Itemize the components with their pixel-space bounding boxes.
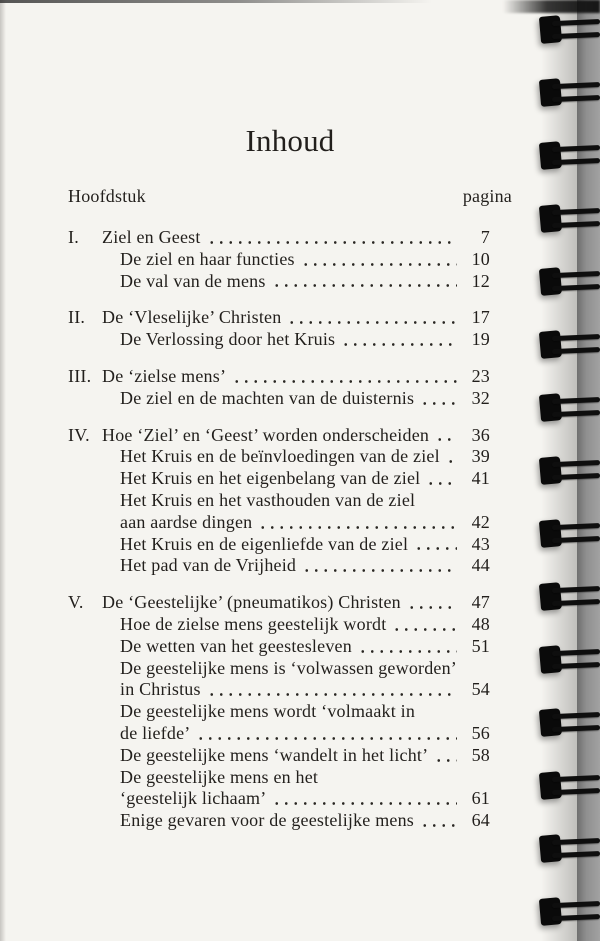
toc-row: [68, 658, 490, 680]
toc-page-number: 39: [471, 446, 490, 467]
coil-wire-top: [552, 649, 600, 656]
dot-leader: [358, 649, 457, 654]
toc-row: [68, 592, 490, 614]
coil-wire-top: [552, 82, 600, 89]
coil-wire-bottom: [552, 851, 600, 858]
coil-wire-bottom: [552, 536, 600, 543]
toc-entry-title: De ziel en haar functies: [120, 248, 295, 269]
coil-block: [539, 708, 562, 737]
toc-page-number: 44: [471, 555, 490, 576]
toc-entry-title: De wetten van het geestesleven: [120, 635, 352, 656]
coil-wire-top: [552, 334, 600, 341]
dot-leader: [392, 627, 457, 632]
scan-top-line: [0, 0, 432, 3]
coil-wire-bottom: [552, 914, 600, 921]
dot-leader: [207, 692, 457, 697]
coil-wire-bottom: [552, 725, 600, 732]
dot-leader: [258, 525, 457, 530]
coil-wire-top: [552, 208, 600, 215]
table-of-contents: [68, 227, 490, 832]
coil-block: [539, 645, 562, 674]
coil-block: [539, 897, 562, 926]
coil-wire-top: [552, 523, 600, 530]
toc-page-number: 51: [471, 635, 490, 656]
toc-row: [68, 745, 490, 767]
toc-row: [68, 468, 490, 490]
toc-page-number: 17: [471, 307, 490, 328]
toc-entry-title: De geestelijke mens wordt ‘volmaakt in: [120, 701, 416, 722]
dot-leader: [434, 758, 457, 763]
coil-wire-bottom: [552, 347, 600, 354]
binding-coil: [539, 265, 600, 299]
chapter-numeral: IV.: [68, 424, 90, 445]
toc-page-number: 43: [471, 533, 490, 554]
toc-row: [68, 788, 490, 810]
toc-row: [68, 512, 490, 534]
coil-wire-bottom: [552, 95, 600, 102]
coil-block: [539, 456, 562, 485]
chapter-column-header: Hoofdstuk: [68, 186, 146, 207]
column-headers: [68, 186, 512, 207]
dot-leader: [341, 342, 457, 347]
binding-coil: [539, 76, 600, 110]
toc-row: [68, 388, 490, 410]
toc-entry-title: Hoe de zielse mens geestelijk wordt: [120, 614, 387, 635]
toc-row: [68, 636, 490, 658]
coil-wire-bottom: [552, 221, 600, 228]
page-column-header: pagina: [462, 186, 512, 207]
toc-page-number: 61: [471, 788, 490, 809]
dot-leader: [196, 736, 457, 741]
toc-entry-title: Enige gevaren voor de geestelijke mens: [120, 810, 414, 831]
dot-leader: [446, 459, 457, 464]
coil-wire-bottom: [552, 788, 600, 795]
toc-row: [68, 249, 490, 271]
toc-entry-title: Hoe ‘Ziel’ en ‘Geest’ worden onderscheiden: [102, 424, 430, 445]
toc-page-number: 36: [471, 424, 490, 445]
toc-row: [68, 701, 490, 723]
toc-row: [68, 307, 490, 329]
chapter-numeral: I.: [68, 227, 79, 248]
coil-wire-top: [552, 586, 600, 593]
dot-leader: [272, 801, 457, 806]
coil-wire-bottom: [552, 158, 600, 165]
dot-leader: [414, 546, 457, 551]
toc-page-number: 19: [471, 329, 490, 350]
toc-page-number: 10: [471, 248, 490, 269]
coil-wire-top: [552, 271, 600, 278]
chapter-numeral: III.: [68, 366, 92, 387]
toc-entry-title: Het pad van de Vrijheid: [120, 555, 297, 576]
coil-wire-top: [552, 145, 600, 152]
binding-coil: [539, 328, 600, 362]
toc-entry-title: De Verlossing door het Kruis: [120, 329, 336, 350]
toc-entry-title: Het Kruis en het eigenbelang van de ziel: [120, 468, 421, 489]
coil-block: [539, 582, 562, 611]
toc-row: [68, 723, 490, 745]
binding-coil: [539, 832, 600, 866]
dot-leader: [207, 240, 457, 245]
coil-wire-top: [552, 460, 600, 467]
toc-row: [68, 810, 490, 832]
toc-page-number: 48: [471, 614, 490, 635]
coil-wire-top: [552, 397, 600, 404]
coil-wire-bottom: [552, 410, 600, 417]
coil-wire-top: [552, 19, 600, 26]
coil-block: [539, 141, 562, 170]
toc-page-number: 32: [471, 387, 490, 408]
toc-entry-title: De val van de mens: [120, 270, 266, 291]
page-title: Inhoud: [245, 123, 335, 158]
coil-block: [539, 519, 562, 548]
toc-row: [68, 446, 490, 468]
toc-entry-title: Ziel en Geest: [102, 227, 201, 248]
toc-entry-title: De geestelijke mens ‘wandelt in het licht’: [120, 744, 429, 765]
binding-coil: [539, 895, 600, 929]
coil-block: [539, 267, 562, 296]
binding-coil: [539, 202, 600, 236]
toc-entry-title: De ‘Vleselijke’ Christen: [102, 307, 282, 328]
toc-page-number: 7: [480, 227, 490, 248]
dot-leader: [420, 401, 457, 406]
toc-page-number: 23: [471, 366, 490, 387]
coil-block: [539, 393, 562, 422]
toc-page-number: 41: [471, 468, 490, 489]
toc-page-number: 12: [471, 270, 490, 291]
coil-block: [539, 78, 562, 107]
dot-leader: [420, 823, 457, 828]
binding-coil: [539, 643, 600, 677]
coil-wire-bottom: [552, 662, 600, 669]
toc-page-number: 47: [471, 592, 490, 613]
binding-coil: [539, 769, 600, 803]
toc-entry-title: Het Kruis en de beïnvloedingen van de ziel: [120, 446, 440, 467]
toc-entry-title: De ‘zielse mens’: [102, 366, 227, 387]
toc-page-number: 56: [471, 723, 490, 744]
toc-row: [68, 534, 490, 556]
toc-entry-title: De ziel en de machten van de duisternis: [120, 387, 415, 408]
toc-row: [68, 271, 490, 293]
coil-wire-bottom: [552, 284, 600, 291]
toc-entry-title: Het Kruis en de eigenliefde van de ziel: [120, 533, 409, 554]
binding-coil: [539, 13, 600, 47]
toc-row: [68, 329, 490, 351]
toc-page-number: 42: [471, 511, 490, 532]
dot-leader: [426, 481, 457, 486]
coil-block: [539, 834, 562, 863]
top-right-shade: [503, 0, 600, 13]
toc-row: [68, 366, 490, 388]
dot-leader: [287, 320, 457, 325]
spiral-binding: [538, 0, 600, 941]
toc-row: [68, 227, 490, 249]
dot-leader: [232, 379, 457, 384]
coil-block: [539, 771, 562, 800]
toc-entry-title: ‘geestelijk lichaam’: [120, 788, 267, 809]
toc-row: [68, 555, 490, 577]
toc-page-number: 54: [471, 679, 490, 700]
coil-block: [539, 330, 562, 359]
toc-row: [68, 767, 490, 789]
coil-block: [539, 204, 562, 233]
toc-entry-title: aan aardse dingen: [120, 511, 253, 532]
toc-row: [68, 425, 490, 447]
dot-leader: [301, 262, 457, 267]
binding-coil: [539, 706, 600, 740]
binding-coil: [539, 580, 600, 614]
chapter-numeral: V.: [68, 592, 84, 613]
toc-page-number: 64: [471, 810, 490, 831]
coil-wire-top: [552, 838, 600, 845]
binding-coil: [539, 517, 600, 551]
dot-leader: [435, 437, 457, 442]
toc-entry-title: De ‘Geestelijke’ (pneumatikos) Christen: [102, 592, 401, 613]
binding-coil: [539, 139, 600, 173]
coil-block: [539, 15, 562, 44]
coil-wire-top: [552, 775, 600, 782]
toc-entry-title: Het Kruis en het vasthouden van de ziel: [120, 490, 416, 511]
toc-row: [68, 490, 490, 512]
binding-coil: [539, 454, 600, 488]
chapter-numeral: II.: [68, 307, 86, 328]
coil-wire-top: [552, 901, 600, 908]
binding-coil: [539, 391, 600, 425]
coil-wire-top: [552, 712, 600, 719]
dot-leader: [302, 568, 457, 573]
dot-leader: [407, 605, 457, 610]
toc-entry-title: De geestelijke mens is ‘volwassen geworden’: [120, 657, 458, 678]
toc-entry-title: in Christus: [120, 679, 201, 700]
coil-wire-bottom: [552, 599, 600, 606]
coil-wire-bottom: [552, 473, 600, 480]
toc-page-number: 58: [471, 744, 490, 765]
toc-entry-title: De geestelijke mens en het: [120, 766, 319, 787]
toc-row: [68, 679, 490, 701]
coil-wire-bottom: [552, 32, 600, 39]
dot-leader: [272, 283, 457, 288]
toc-row: [68, 614, 490, 636]
toc-entry-title: de liefde’: [120, 723, 191, 744]
